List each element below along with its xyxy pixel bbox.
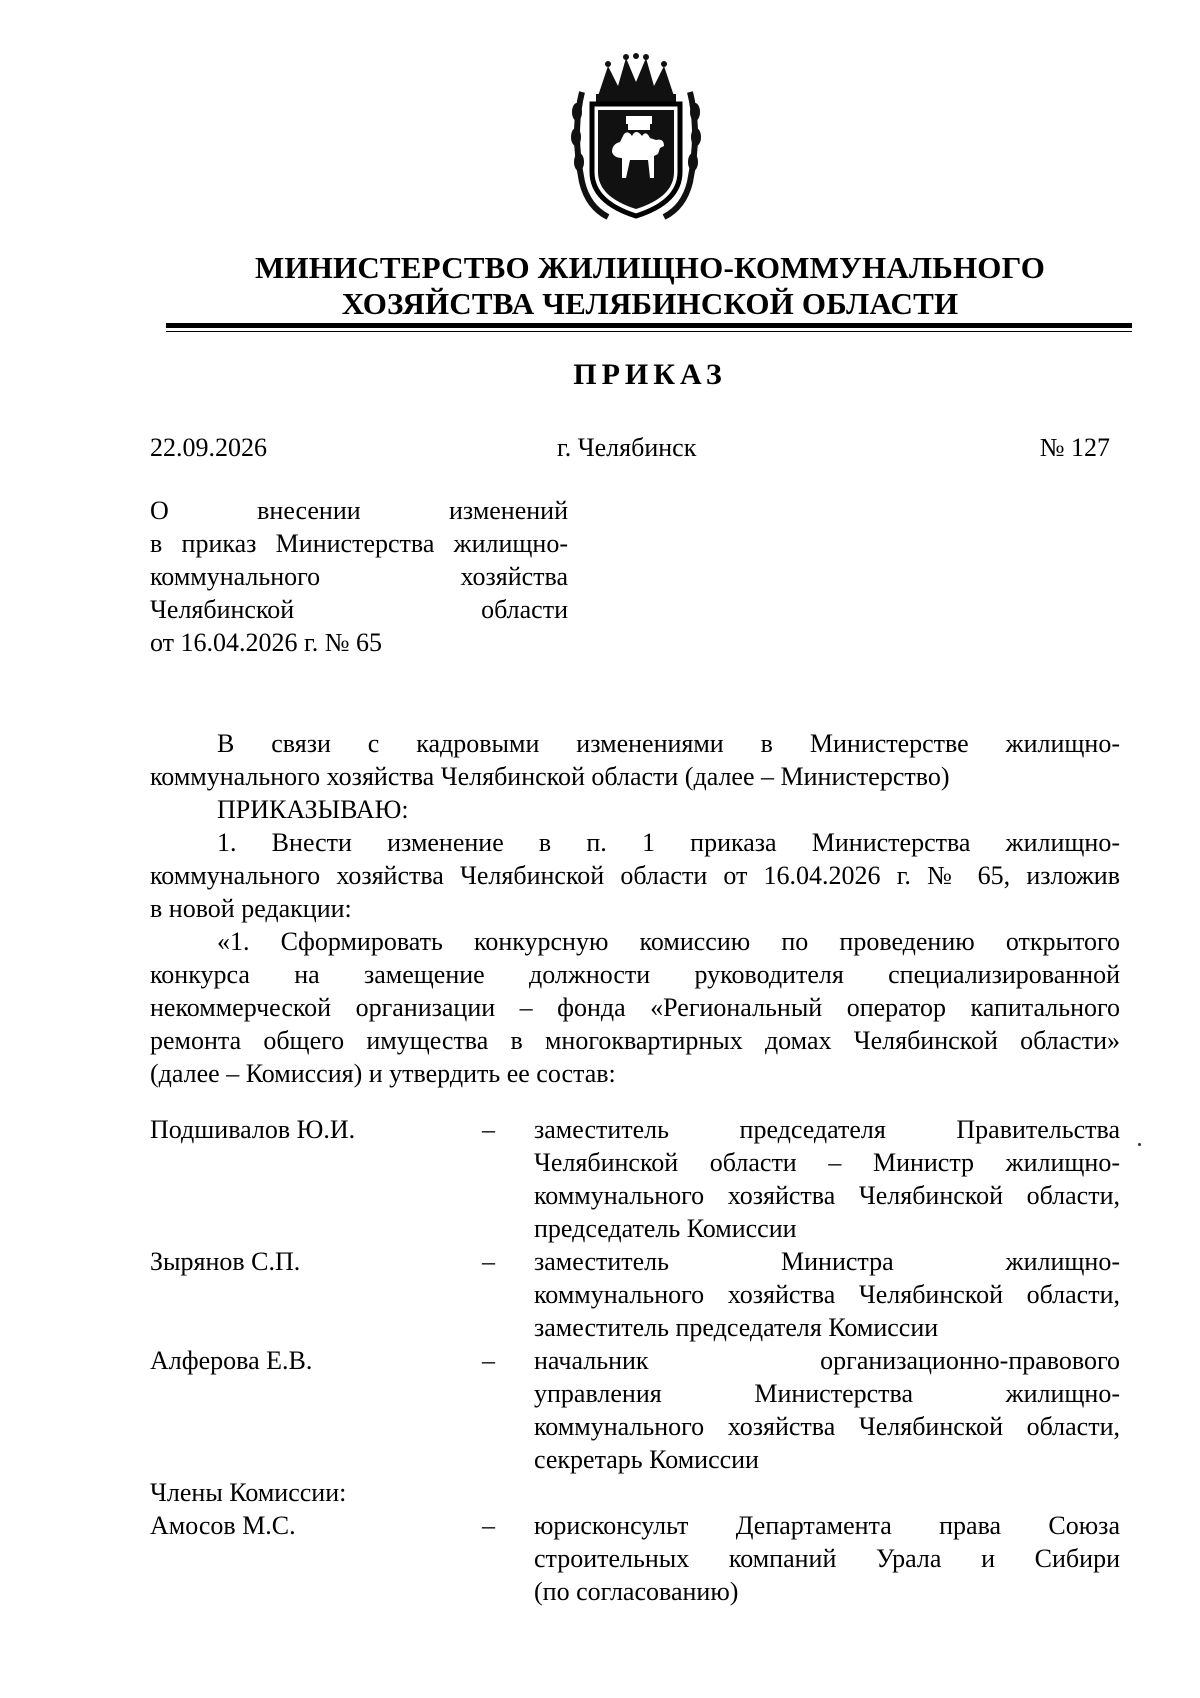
ministry-name-line2: ХОЗЯЙСТВА ЧЕЛЯБИНСКОЙ ОБЛАСТИ bbox=[341, 286, 959, 321]
document-number: № 127 bbox=[1039, 433, 1110, 462]
member-dash: – bbox=[482, 1511, 495, 1540]
order-word: ПРИКАЗЫВАЮ: bbox=[217, 795, 409, 824]
subject-line: от 16.04.2026 г. № 65 bbox=[150, 628, 383, 657]
subject-line: Челябинской области bbox=[150, 595, 568, 624]
scan-speck bbox=[1138, 1143, 1141, 1146]
header-rule-thin bbox=[166, 331, 1132, 332]
member-dash: – bbox=[482, 1115, 495, 1144]
chelyabinsk-coat-of-arms-icon bbox=[568, 52, 704, 222]
document-date: 22.09.2026 bbox=[150, 433, 267, 462]
document-type: ПРИКАЗ bbox=[573, 358, 727, 391]
subject-line: коммунального хозяйства bbox=[150, 562, 568, 591]
subject-line: О внесении изменений bbox=[150, 496, 569, 525]
member-description: юрисконсульт Департамента права Союза строительных компаний Урала и Сибири (по согласованию) bbox=[534, 1511, 1120, 1606]
member-description: заместитель председателя Правительства Челябинской области – Министр жилищно- коммунального хозяйства Челябинской области, председатель Комиссии bbox=[534, 1115, 1120, 1243]
members-header: Члены Комиссии: bbox=[150, 1478, 347, 1507]
member-name: Зырянов С.П. bbox=[150, 1247, 301, 1276]
member-name: Амосов М.С. bbox=[150, 1511, 296, 1540]
header-rule-thick bbox=[166, 323, 1132, 328]
preamble-paragraph: В связи с кадровыми изменениями в Министерстве жилищно- коммунального хозяйства Челябинской области (далее – Министерство) ПРИКАЗЫВАЮ: 1. Внести изменение в п. 1 приказа Министерства жилищно- коммунального хозяйства Челябинской области от 16.04.2026 г. № 65, изложив в новой редакции: «1. Сформировать конкурсную комиссию по проведению открытого конкурса на замещение должности руководителя специализированной некоммерческой организации – фонда «Региональный оператор капитального ремонта общего имущества в многоквартирных домах Челябинской области» (далее – Комиссия) и утвердить ее состав: bbox=[150, 729, 1120, 1088]
subject-line: в приказ Министерства жилищно- bbox=[150, 529, 568, 558]
ministry-name-line1: МИНИСТЕРСТВО ЖИЛИЩНО-КОММУНАЛЬНОГО bbox=[254, 250, 1046, 285]
member-description: начальник организационно-правового управления Министерства жилищно- коммунального хозяйства Челябинской области, секретарь Комиссии bbox=[534, 1346, 1120, 1474]
member-name: Подшивалов Ю.И. bbox=[150, 1115, 356, 1144]
document-city: г. Челябинск bbox=[557, 433, 697, 462]
member-description: заместитель Министра жилищно- коммунального хозяйства Челябинской области, заместитель председателя Комиссии bbox=[534, 1247, 1120, 1342]
member-dash: – bbox=[482, 1247, 495, 1276]
member-dash: – bbox=[482, 1346, 495, 1375]
document-subject bbox=[150, 494, 568, 659]
member-name: Алферова Е.В. bbox=[150, 1346, 313, 1375]
